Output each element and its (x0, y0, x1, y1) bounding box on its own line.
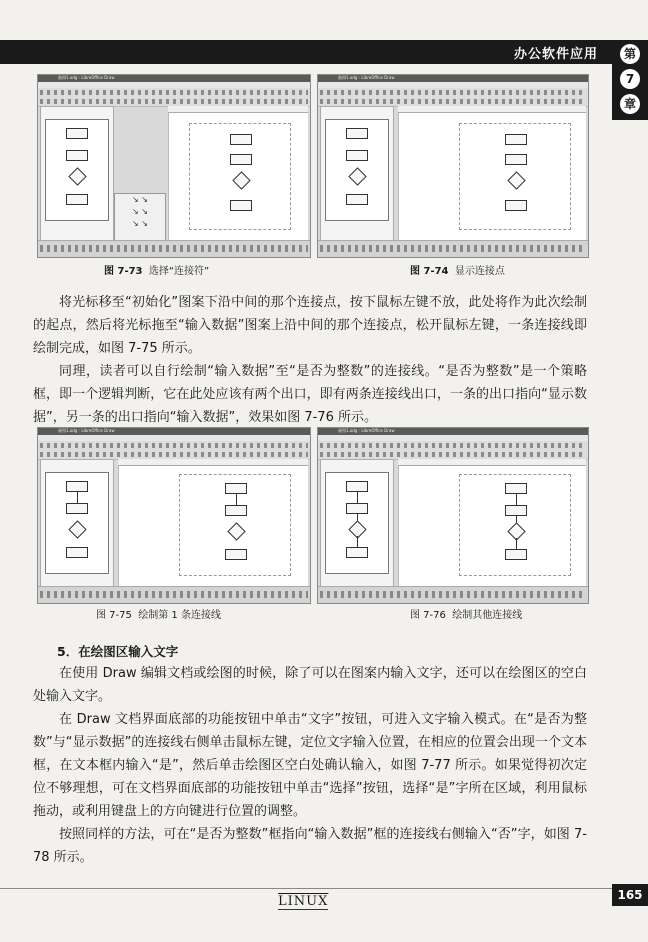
drawing-toolbar[interactable] (318, 586, 588, 603)
connector-panel[interactable]: ↘ ↘ ↘ ↘ ↘ ↘ (114, 193, 166, 245)
drawing-toolbar[interactable] (38, 586, 310, 603)
ruler (398, 106, 586, 113)
section-heading: 5．在绘图区输入文字 (57, 644, 179, 659)
figure-number: 图 7-76 (410, 610, 446, 621)
chapter-char-2: 章 (620, 94, 640, 114)
page-thumbnail (45, 119, 109, 221)
ruler (398, 459, 586, 466)
chapter-tab (612, 40, 648, 120)
figure-number: 图 7-73 (104, 266, 143, 277)
page-number: 165 (612, 884, 648, 906)
figure-caption-text: 绘制其他连接线 (452, 610, 523, 621)
section-title: 办公软件应用 (513, 47, 598, 62)
drawing-canvas[interactable] (398, 113, 586, 241)
paragraph: 在 Draw 文档界面底部的功能按钮中单击“文字”按钮，可进入文字输入模式。在“是否为整数”与“显示数据”的连接线右侧单击鼠标左键，定位文字输入位置，在相应的位置会出现一个文本框，在文本框内输入“是”，然后单击绘图区空白处确认输入，如图 7-77 所示。如果觉得初次定位不够理想，可在文档界面底部的功能按钮中单击“选择”按钮，选择“是”字所在区域，利用鼠标拖动，或利用键盘上的方向键进行位置的调整。 (33, 712, 587, 819)
figure-caption-text: 显示连接点 (454, 266, 505, 277)
figure-7-75-screenshot (37, 427, 311, 604)
body-text (33, 291, 587, 429)
paragraph: 在使用 Draw 编辑文档或绘图的时候，除了可以在图案内输入文字，还可以在绘图区的空白处输入文字。 (33, 666, 587, 704)
ruler (118, 459, 308, 466)
drawing-canvas[interactable] (168, 113, 308, 241)
header-bar (0, 40, 612, 64)
figure-7-76-screenshot (317, 427, 589, 604)
paragraph: 同理，读者可以自行绘制“输入数据”至“是否为整数”的连接线。“是否为整数”是一个策略框，即一个逻辑判断，它在此处应该有两个出口，即有两条连接线出口，一条的出口指向“显示数据”，另一条的出口指向“输入数据”，效果如图 7-76 所示。 (33, 364, 587, 425)
paragraph: 按照同样的方法，可在“是否为整数”框指向“输入数据”框的连接线右侧输入“否”字，如图 7-78 所示。 (33, 827, 587, 865)
slides-panel (40, 106, 114, 241)
slides-panel (320, 459, 394, 587)
page-thumbnail (325, 472, 389, 574)
figure-caption-text: 绘制第 1 条连接线 (138, 610, 221, 621)
drawing-canvas[interactable] (398, 466, 586, 587)
drawing-toolbar[interactable] (38, 240, 310, 257)
figure-number: 图 7-74 (410, 266, 449, 277)
figure-caption (410, 606, 522, 621)
window-title: 画图1.odg - LibreOffice Draw (58, 428, 115, 433)
footer-rule (0, 888, 612, 889)
window-title: 画图1.odg - LibreOffice Draw (58, 75, 115, 80)
body-text (33, 662, 587, 869)
figure-7-74-screenshot (317, 74, 589, 258)
footer-logo: LINUX (278, 894, 329, 909)
drawing-canvas[interactable] (118, 466, 308, 587)
drawing-toolbar[interactable] (318, 240, 588, 257)
page-thumbnail (45, 472, 109, 574)
figure-number: 图 7-75 (96, 610, 132, 621)
ruler (168, 106, 308, 113)
chapter-number: 7 (620, 69, 640, 89)
figure-caption (410, 262, 505, 277)
figure-7-73-screenshot (37, 74, 311, 258)
paragraph: 将光标移至“初始化”图案下沿中间的那个连接点，按下鼠标左键不放，此处将作为此次绘制的起点，然后将光标拖至“输入数据”图案上沿中间的那个连接点，松开鼠标左键，一条连接线即绘制完成，如图 7-75 所示。 (33, 295, 587, 356)
figure-caption (96, 606, 221, 621)
page-thumbnail (325, 119, 389, 221)
slides-panel (40, 459, 114, 587)
window-title: 画图1.odg - LibreOffice Draw (338, 75, 395, 80)
figure-caption (104, 262, 209, 277)
chapter-char-1: 第 (620, 44, 640, 64)
figure-caption-text: 选择“连接符” (148, 266, 210, 277)
slides-panel (320, 106, 394, 241)
window-title: 画图1.odg - LibreOffice Draw (338, 428, 395, 433)
